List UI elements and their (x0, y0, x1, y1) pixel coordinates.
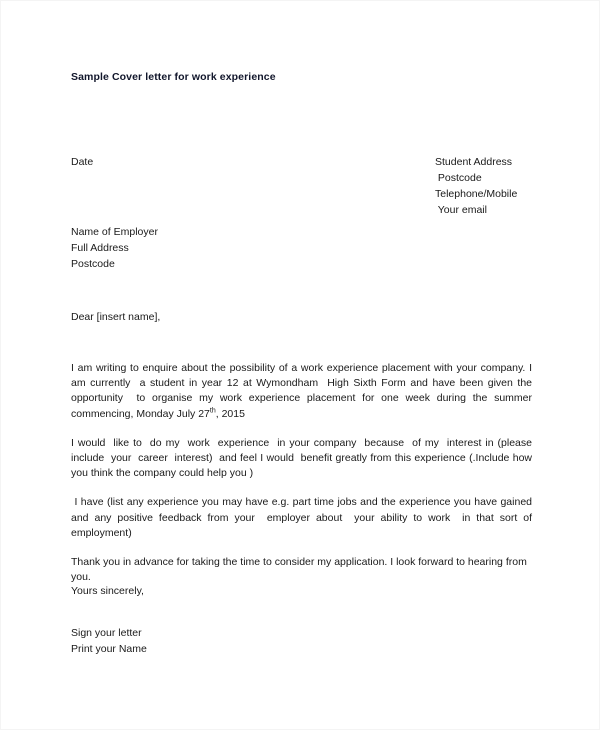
recipient-address-block (71, 224, 158, 272)
recipient-address-line-1: Name of Employer (71, 226, 158, 238)
body-paragraph-1-text: I am writing to enquire about the possibility of a work experience placement with your company. I am currently a student in year 12 at Wymondham High Sixth Form and have been given the opportunity to organise my work experience placement for one week during the summer commencing, Monday July 27 (71, 362, 535, 420)
sender-address-line-4: Your email (435, 204, 487, 216)
date-label: Date (71, 156, 94, 168)
body-paragraph-4: Thank you in advance for taking the time to consider my application. I look forward to hearing from you. (71, 556, 530, 584)
sender-address-line-1: Student Address (435, 156, 513, 168)
body-paragraph-3: I have (list any experience you may have e.g. part time jobs and the experience you have gained and any positive feedback from your employer about your ability to work in that sort of employment) (71, 496, 535, 539)
recipient-address-line-3: Postcode (71, 258, 115, 270)
salutation: Dear [insert name], (71, 311, 161, 323)
sender-address-line-3: Telephone/Mobile (435, 188, 518, 200)
closing-salutation: Yours sincerely, (71, 585, 144, 597)
sender-address-line-2: Postcode (435, 172, 482, 184)
date-year: , 2015 (215, 407, 245, 420)
letter-header-row (71, 154, 531, 218)
body-paragraph-1 (71, 361, 535, 422)
signature-line-2: Print your Name (71, 643, 147, 655)
recipient-address-line-2: Full Address (71, 242, 129, 254)
body-paragraph-2: I would like to do my work experience in your company because of my interest in (please include your career interest) and feel I would benefit greatly from this experience (.Include how you think the company could help you ) (71, 436, 538, 480)
sender-address-block (435, 154, 531, 218)
signature-block (71, 625, 147, 657)
date-ordinal-suffix: th (209, 407, 216, 415)
letter-body (71, 361, 538, 585)
page-title: Sample Cover letter for work experience (71, 71, 276, 83)
signature-line-1: Sign your letter (71, 627, 142, 639)
